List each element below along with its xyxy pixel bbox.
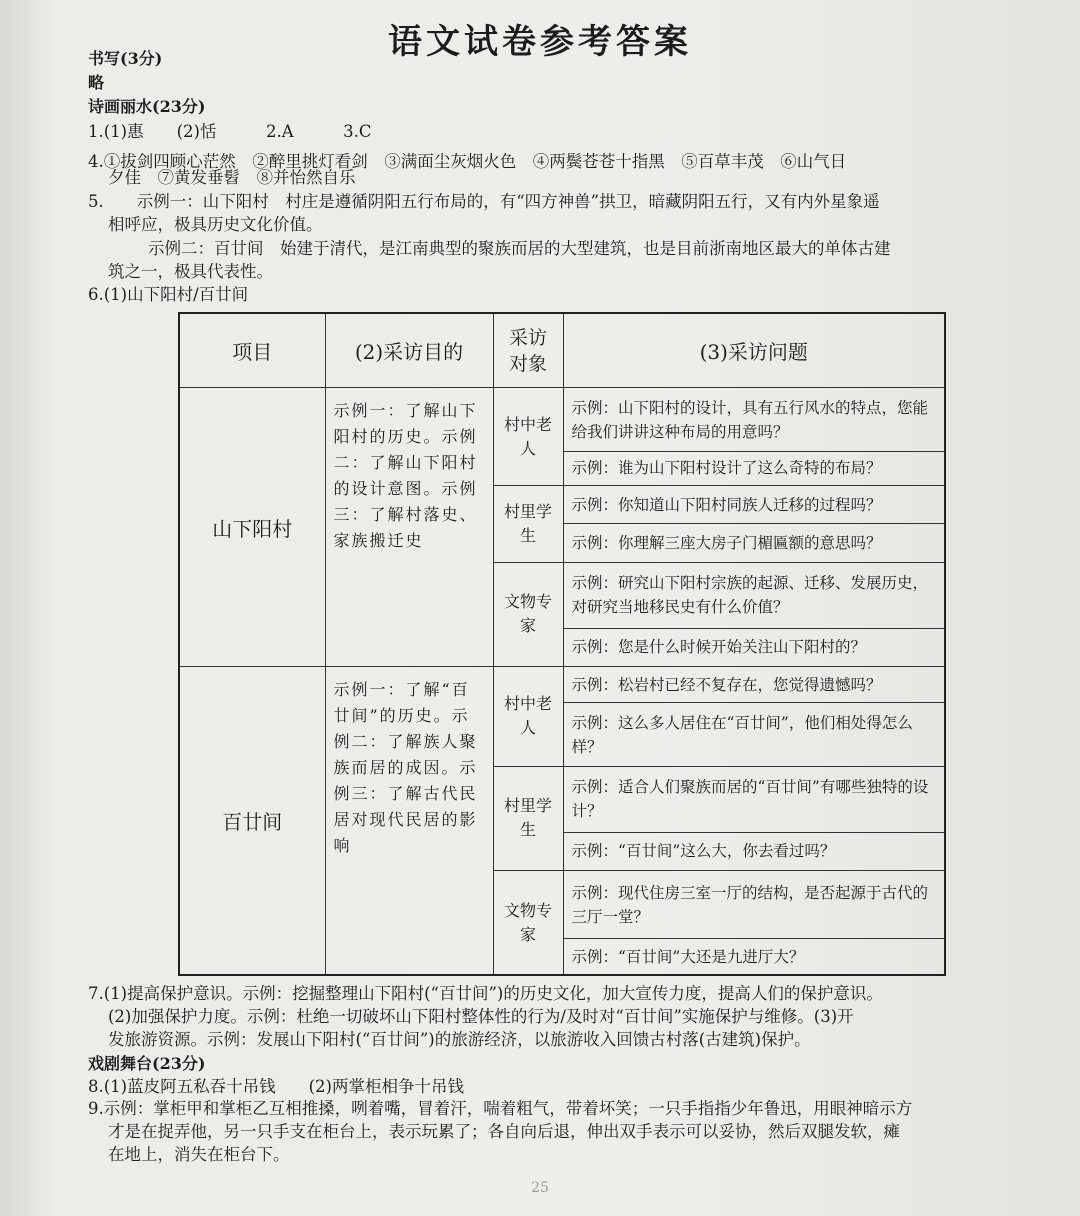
- page-number: 25: [531, 1180, 549, 1196]
- answer-q4-line1: 4.①拔剑四顾心茫然 ②醉里挑灯看剑 ③满面尘灰烟火色 ④两鬓苍苍十指黑 ⑤百草丰茂 ⑥山气日: [88, 152, 847, 171]
- answer-q9-line1: 9.示例：掌柜甲和掌柜乙互相推搡，咧着嘴，冒着汗，喘着粗气，带着坏笑；一只手指指少年鲁迅，用眼神暗示方: [88, 1099, 913, 1118]
- interview-question: 示例：松岩村已经不复存在，您觉得遗憾吗？: [563, 667, 945, 703]
- answer-q5-line1: 5. 示例一：山下阳村 村庄是遵循阴阳五行布局的，有“四方神兽”拱卫，暗藏阴阳五行，又有内外星象遥: [88, 192, 880, 211]
- header-item: 项目: [179, 313, 325, 388]
- interview-question: 示例：你知道山下阳村同族人迁移的过程吗？: [563, 485, 945, 524]
- header-purpose: (2)采访目的: [325, 313, 493, 388]
- answer-q9-line3: 在地上，消失在柜台下。: [108, 1145, 290, 1164]
- interview-question: 示例：“百廿间”这么大，你去看过吗？: [563, 832, 945, 871]
- interview-question: 示例：“百廿间”大还是九进厅大？: [563, 939, 945, 975]
- answer-q5-line2: 相呼应，极具历史文化价值。: [108, 215, 323, 234]
- interview-question: 示例：研究山下阳村宗族的起源、迁移、发展历史，对研究当地移民史有什么价值？: [563, 562, 945, 628]
- table-row: [179, 388, 945, 451]
- answer-q4-line2: 夕佳 ⑦黄发垂髫 ⑧并怡然自乐: [108, 168, 356, 187]
- interview-question: 示例：山下阳村的设计，具有五行风水的特点，您能给我们讲讲这种布局的用意吗？: [563, 388, 945, 451]
- interview-target: 文物专家: [493, 871, 563, 975]
- interview-target: 村中老人: [493, 667, 563, 767]
- interview-question: 示例：这么多人居住在“百廿间”，他们相处得怎么样？: [563, 703, 945, 766]
- interview-target: 文物专家: [493, 562, 563, 666]
- answer-q1-3: 1.(1)惠 (2)恬 2.A 3.C: [88, 122, 372, 141]
- answer-q5-line3: 示例二：百廿间 始建于清代，是江南典型的聚族而居的大型建筑，也是目前浙南地区最大的单体古建: [148, 239, 891, 258]
- interview-question: 示例：谁为山下阳村设计了这么奇特的布局？: [563, 451, 945, 485]
- table-row: [179, 667, 945, 703]
- answer-q9-line2: 才是在捉弄他，另一只手支在柜台上，表示玩累了；各自向后退，伸出双手表示可以妥协，然后双腿发软，瘫: [108, 1122, 900, 1141]
- answer-q7-line1: 7.(1)提高保护意识。示例：挖掘整理山下阳村(“百廿间”)的历史文化，加大宣传力度，提高人们的保护意识。: [88, 984, 883, 1003]
- table-header-row: [179, 313, 945, 388]
- project-name: 山下阳村: [179, 388, 325, 667]
- answer-q7-line2: (2)加强保护力度。示例：杜绝一切破坏山下阳村整体性的行为/及时对“百廿间”实施保护与维修。(3)开: [108, 1007, 854, 1026]
- answer-q7-line3: 发旅游资源。示例：发展山下阳村(“百廿间”)的旅游经济，以旅游收入回馈古村落(古建筑)保护。: [108, 1030, 811, 1049]
- section-writing-heading: 书写(3分): [88, 49, 163, 68]
- interview-plan-table: [178, 312, 946, 976]
- interview-question: 示例：适合人们聚族而居的“百廿间”有哪些独特的设计？: [563, 766, 945, 832]
- answer-q8: 8.(1)蓝皮阿五私吞十吊钱 (2)两掌柜相争十吊钱: [88, 1077, 464, 1096]
- interview-question: 示例：现代住房三室一厅的结构，是否起源于古代的三厅一堂？: [563, 871, 945, 939]
- interview-purpose: 示例一：了解“百廿间”的历史。示例二：了解族人聚族而居的成因。示例三：了解古代民居对现代民居的影响: [325, 667, 493, 975]
- writing-answer: 略: [88, 73, 105, 92]
- answer-q5-line4: 筑之一，极具代表性。: [108, 262, 273, 281]
- section-drama-heading: 戏剧舞台(23分): [88, 1054, 206, 1073]
- section-poetry-heading: 诗画丽水(23分): [88, 97, 206, 116]
- interview-target: 村里学生: [493, 485, 563, 562]
- header-target: 采访对象: [493, 313, 563, 388]
- page-title: 语文试卷参考答案: [388, 22, 692, 62]
- answer-q6-intro: 6.(1)山下阳村/百廿间: [88, 285, 249, 304]
- interview-target: 村里学生: [493, 766, 563, 870]
- interview-question: 示例：您是什么时候开始关注山下阳村的？: [563, 628, 945, 667]
- interview-purpose: 示例一：了解山下阳村的历史。示例二：了解山下阳村的设计意图。示例三：了解村落史、家族搬迁史: [325, 388, 493, 667]
- header-question: (3)采访问题: [563, 313, 945, 388]
- interview-target: 村中老人: [493, 388, 563, 485]
- project-name: 百廿间: [179, 667, 325, 975]
- interview-question: 示例：你理解三座大房子门楣匾额的意思吗？: [563, 524, 945, 563]
